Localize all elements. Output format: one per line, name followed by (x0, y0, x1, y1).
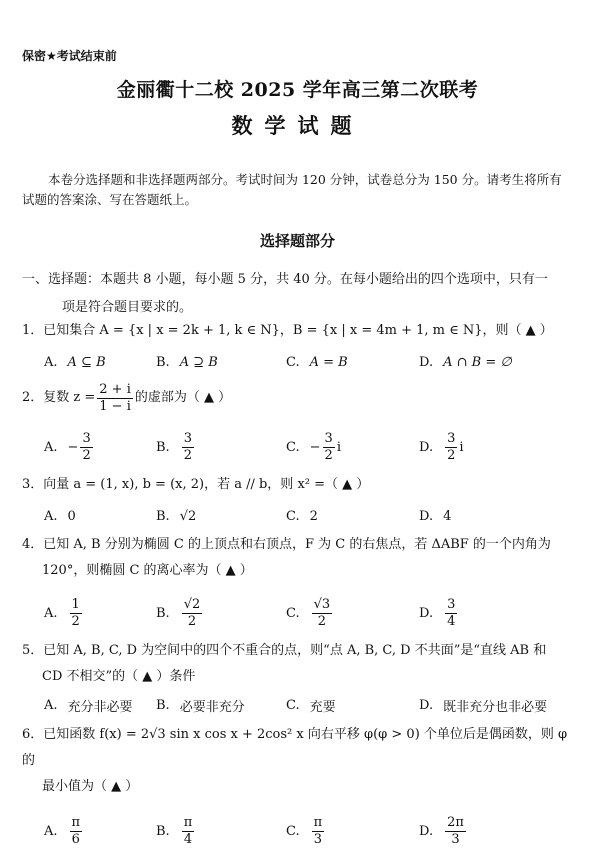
option-b: B. $\frac{3}{2}$ (156, 430, 192, 463)
option-c: C. − $\frac{3}{2}$ i (286, 430, 341, 463)
option-d: D. $\frac{2\pi}{3}$ (419, 814, 464, 847)
question-6-stem: 6．已知函数 f(x) = 2√3 sin x cos x + 2cos² x 向右平移 φ(φ > 0) 个单位后是偶函数，则 φ 的 最小值为（ ▲ ） (22, 727, 568, 794)
option-d: D. A ∩ B = ∅ (419, 354, 512, 370)
option-d: D. 既非充分也非必要 (419, 697, 548, 715)
option-b: B. A ⊇ B (156, 354, 218, 370)
question-1 (22, 318, 578, 380)
option-a: A. 充分非必要 (44, 697, 133, 715)
part-instructions-line1: 一、选择题：本题共 8 小题，每小题 5 分，共 40 分。在每小题给出的四个选项中，只有一 (22, 272, 548, 287)
question-3-stem: 3．向量 a = (1, x), b = (x, 2)，若 a // b，则 x² =（ ▲ ） (22, 477, 370, 492)
exam-title: 金丽衢十二校 2025 学年高三第二次联考 (116, 79, 479, 101)
question-2-options (22, 422, 578, 472)
part-instructions (22, 266, 578, 322)
section-title: 选择题部分 (259, 232, 335, 250)
question-5-options (22, 690, 578, 720)
part-instructions-line2: 项是符合题目要求的。 (62, 300, 193, 315)
exam-intro: 本卷分选择题和非选择题两部分。考试时间为 120 分钟，试卷总分为 150 分。请考生将所有试题的答案涂、写在答题纸上。 (22, 172, 562, 207)
option-b: B. $\frac{√2}{2}$ (156, 596, 201, 629)
option-c: C. $\frac{\pi}{3}$ (286, 814, 323, 847)
question-4-options (22, 588, 578, 638)
question-1-options (22, 344, 578, 380)
option-b: B. $\frac{\pi}{4}$ (156, 814, 193, 847)
question-1-stem: 1．已知集合 A = {x | x = 2k + 1, k ∈ N}，B = {x | x = 4m + 1, m ∈ N}，则（ ▲ ） (22, 323, 553, 338)
option-a: A. 0 (44, 508, 76, 524)
question-5 (22, 638, 578, 720)
question-2-stem: 2．复数 z = $\frac{2 + i}{1 - i}$ 的虚部为（ ▲ ） (22, 381, 232, 414)
option-a: A. $\frac{\pi}{6}$ (44, 814, 81, 847)
option-b: B. √2 (156, 508, 197, 524)
question-3-options (22, 498, 578, 534)
option-b: B. 必要非充分 (156, 697, 245, 715)
option-c: C. $\frac{√3}{2}$ (286, 596, 331, 629)
option-d: D. $\frac{3}{4}$ (419, 596, 456, 629)
option-a: A. A ⊆ B (44, 354, 106, 370)
exam-subtitle: 数学试题 (231, 114, 364, 138)
option-c: C. 2 (286, 508, 318, 524)
question-4-stem: 4．已知 A, B 分别为椭圆 C 的上顶点和右顶点，F 为 C 的右焦点，若 ΔABF 的一个内角为 120°，则椭圆 C 的离心率为（ ▲ ） (22, 537, 551, 578)
question-3 (22, 472, 578, 534)
question-4 (22, 532, 578, 638)
question-5-stem: 5．已知 A, B, C, D 为空间中的四个不重合的点，则“点 A, B, C, D 不共面”是“直线 AB 和 CD 不相交”的（ ▲ ）条件 (22, 643, 547, 684)
option-d: D. 4 (419, 508, 452, 524)
option-d: D. $\frac{3}{2}$ i (419, 430, 464, 463)
fraction: $\frac{2 + i}{1 - i}$ (99, 381, 131, 414)
question-6 (22, 722, 578, 856)
question-6-options (22, 806, 578, 856)
option-a: A. $\frac{1}{2}$ (44, 596, 80, 629)
question-2 (22, 378, 578, 472)
confidential-label: 保密★考试结束前 (22, 49, 117, 63)
option-c: C. A = B (286, 354, 348, 370)
option-a: A. − $\frac{3}{2}$ (44, 430, 91, 463)
option-c: C. 充要 (286, 697, 336, 715)
